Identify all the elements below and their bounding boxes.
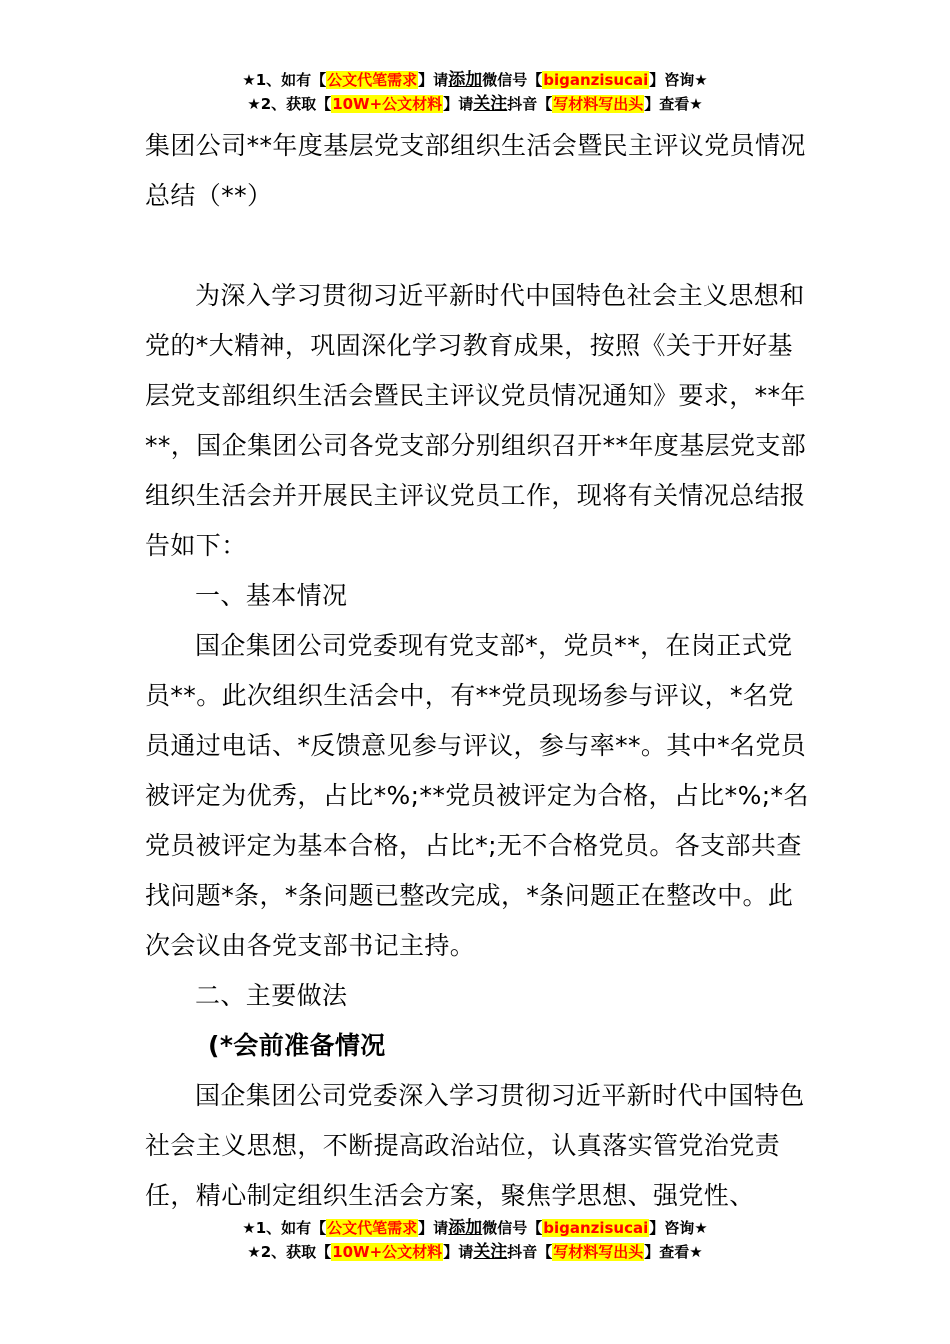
banner-line-1: ★1、如有【公文代笔需求】请添加微信号【biganzisucai】咨询★ bbox=[242, 70, 708, 90]
highlight-service: 公文代笔需求 bbox=[327, 71, 418, 89]
header-banner bbox=[0, 68, 950, 116]
section-2-heading: 二、主要做法 bbox=[195, 981, 348, 1010]
highlight-materials: 10W+公文材料 bbox=[332, 1243, 443, 1261]
banner-line-2: ★2、获取【10W+公文材料】请关注抖音【写材料写出头】查看★ bbox=[247, 1242, 703, 1262]
highlight-douyin: 写材料写出头 bbox=[553, 95, 644, 113]
highlight-materials: 10W+公文材料 bbox=[332, 95, 443, 113]
highlight-service: 公文代笔需求 bbox=[327, 1219, 418, 1237]
highlight-douyin: 写材料写出头 bbox=[553, 1243, 644, 1261]
section-1-body: 国企集团公司党委现有党支部*，党员**，在岗正式党员**。此次组织生活会中，有**党员现场参与评议，*名党员通过电话、*反馈意见参与评议，参与率**。其中*名党员被评定为优秀，占比*%;**党员被评定为合格，占比*%;*名党员被评定为基本合格，占比*;无不合格党员。各支部共查找问题*条，*条问题已整改完成，*条问题正在整改中。此次会议由各党支部书记主持。 bbox=[145, 631, 809, 960]
section-1-heading: 一、基本情况 bbox=[195, 581, 348, 610]
subsection-1-heading: (*会前准备情况 bbox=[208, 1031, 386, 1060]
banner-line-2: ★2、获取【10W+公文材料】请关注抖音【写材料写出头】查看★ bbox=[247, 94, 703, 114]
document-body bbox=[145, 121, 810, 1221]
intro-paragraph: 为深入学习贯彻习近平新时代中国特色社会主义思想和党的*大精神，巩固深化学习教育成果，按照《关于开好基层党支部组织生活会暨民主评议党员情况通知》要求，**年**，国企集团公司各党支部分别组织召开**年度基层党支部组织生活会并开展民主评议党员工作，现将有关情况总结报告如下： bbox=[145, 281, 807, 560]
footer-banner bbox=[0, 1216, 950, 1264]
highlight-wechat-id: biganzisucai bbox=[543, 71, 649, 89]
document-title: 集团公司**年度基层党支部组织生活会暨民主评议党员情况总结（**） bbox=[145, 131, 806, 210]
banner-line-1: ★1、如有【公文代笔需求】请添加微信号【biganzisucai】咨询★ bbox=[242, 1218, 708, 1238]
highlight-wechat-id: biganzisucai bbox=[543, 1219, 649, 1237]
subsection-1-body: 国企集团公司党委深入学习贯彻习近平新时代中国特色社会主义思想，不断提高政治站位，认真落实管党治党责任，精心制定组织生活会方案，聚焦学思想、强党性、 bbox=[145, 1081, 805, 1210]
